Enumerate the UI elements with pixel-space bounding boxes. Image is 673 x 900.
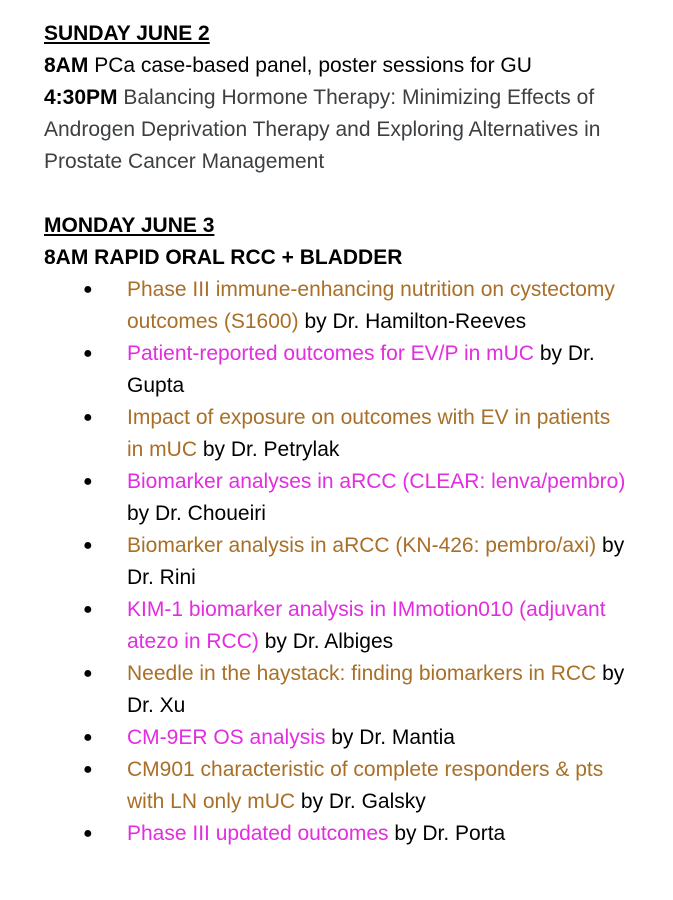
talk-presenter: by Dr. Gupta xyxy=(127,342,595,397)
bullet-icon: ● xyxy=(83,665,93,682)
item-text: PCa case-based panel, poster sessions for GU xyxy=(94,54,532,77)
talk-title: Phase III updated outcomes xyxy=(127,822,389,845)
day-heading-monday: MONDAY JUNE 3 xyxy=(44,214,215,237)
talk-presenter: by Dr. Albiges xyxy=(264,630,394,653)
bullet-icon: ● xyxy=(83,601,93,618)
item-text: Balancing Hormone Therapy: Minimizing Effects of Androgen Deprivation Therapy and Exploring Alternatives in Prostate Cancer Management xyxy=(44,86,601,173)
talk-presenter: by Dr. Porta xyxy=(394,822,506,845)
bullet-icon: ● xyxy=(83,729,93,746)
section-spacer xyxy=(44,178,664,210)
sunday-item xyxy=(44,50,664,82)
list-item xyxy=(44,658,627,722)
talk-title: Biomarker analysis in aRCC (KN-426: pembro/axi) xyxy=(127,534,597,557)
session-title: 8AM RAPID ORAL RCC + BLADDER xyxy=(44,246,403,269)
list-item xyxy=(44,754,627,818)
list-item xyxy=(44,402,627,466)
talk-title: CM-9ER OS analysis xyxy=(127,726,326,749)
item-time: 4:30PM xyxy=(44,86,118,109)
bullet-icon: ● xyxy=(83,537,93,554)
talk-title: KIM-1 biomarker analysis in IMmotion010 (adjuvant atezo in RCC) xyxy=(127,598,606,653)
talk-presenter: by Dr. Mantia xyxy=(331,726,455,749)
list-item xyxy=(44,594,627,658)
talk-presenter: by Dr. Hamilton-Reeves xyxy=(304,310,527,333)
bullet-icon: ● xyxy=(83,409,93,426)
schedule-document xyxy=(44,18,664,850)
list-item xyxy=(44,818,627,850)
talk-presenter: by Dr. Galsky xyxy=(300,790,426,813)
talk-title: Phase III immune-enhancing nutrition on cystectomy outcomes (S1600) xyxy=(127,278,615,333)
talk-presenter: by Dr. Petrylak xyxy=(202,438,340,461)
item-time: 8AM xyxy=(44,54,89,77)
talk-presenter: by Dr. Rini xyxy=(127,534,625,589)
list-item xyxy=(44,338,627,402)
talk-title: Patient-reported outcomes for EV/P in mUC xyxy=(127,342,534,365)
list-item xyxy=(44,274,627,338)
talk-title: Impact of exposure on outcomes with EV in patients in mUC xyxy=(127,406,611,461)
day-heading-sunday: SUNDAY JUNE 2 xyxy=(44,22,210,45)
talk-presenter: by Dr. Choueiri xyxy=(127,502,266,525)
bullet-icon: ● xyxy=(83,345,93,362)
talk-title: CM901 characteristic of complete responders & pts with LN only mUC xyxy=(127,758,604,813)
sunday-item xyxy=(44,82,644,178)
bullet-icon: ● xyxy=(83,281,93,298)
talk-list xyxy=(44,274,664,850)
list-item xyxy=(44,722,627,754)
list-item xyxy=(44,466,627,530)
talk-presenter: by Dr. Xu xyxy=(127,662,625,717)
list-item xyxy=(44,530,627,594)
bullet-icon: ● xyxy=(83,761,93,778)
bullet-icon: ● xyxy=(83,473,93,490)
talk-title: Biomarker analyses in aRCC (CLEAR: lenva/pembro) xyxy=(127,470,626,493)
talk-title: Needle in the haystack: finding biomarkers in RCC xyxy=(127,662,597,685)
bullet-icon: ● xyxy=(83,825,93,842)
